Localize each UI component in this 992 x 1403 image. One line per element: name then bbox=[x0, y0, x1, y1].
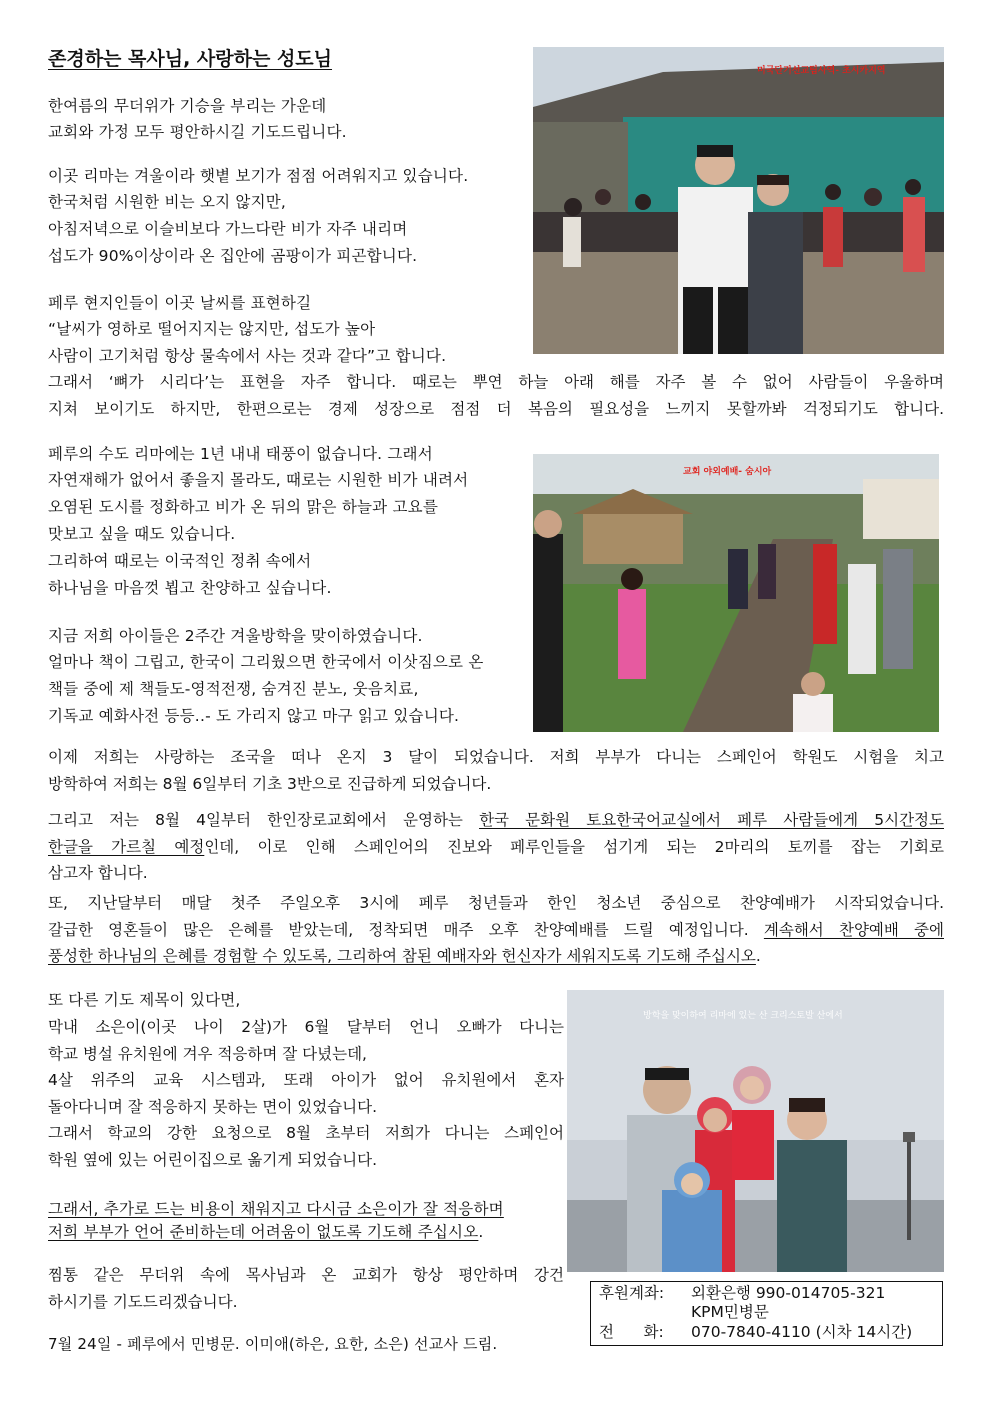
phone-value: 070-7840-4110 (시차 14시간) bbox=[691, 1323, 913, 1341]
months-paragraph bbox=[48, 744, 944, 797]
closing-line: 찜통 같은 무더위 속에 목사님과 온 교회가 항상 평안하며 강건 bbox=[48, 1266, 564, 1284]
worship-paragraph bbox=[48, 890, 944, 970]
locals-line: 페루 현지인들이 이곳 날씨를 표현하길 bbox=[48, 294, 312, 312]
photo-mission-team bbox=[533, 47, 944, 354]
phone-label: 전 화: bbox=[599, 1323, 664, 1341]
weather-line: 아침저녁으로 이슬비보다 가느다란 비가 자주 내리며 bbox=[48, 220, 408, 238]
greeting-line: 교회와 가정 모두 평안하시길 기도드립니다. bbox=[48, 123, 347, 141]
worship-line: 갈급한 영혼들이 많은 은혜를 받았는데, 정착되면 매주 오후 찬양예배를 드릴 예정입니다. 계속해서 찬양예배 중에 bbox=[48, 920, 944, 939]
locals-line: 사람이 고기처럼 항상 물속에서 사는 것과 같다”고 합니다. bbox=[48, 347, 447, 365]
prayer-request-line: 저희 부부가 언어 준비하는데 어려움이 없도록 기도해 주십시오. bbox=[48, 1223, 484, 1241]
capital-line: 그리하여 때로는 이국적인 정취 속에서 bbox=[48, 552, 312, 570]
hangul-line: 한글을 가르칠 예정인데, 이로 인해 스페인어의 진보와 페루인들을 섬기게 되는 2마리의 토끼를 잡는 기회로 bbox=[48, 837, 945, 856]
months-line: 이제 저희는 사랑하는 조국을 떠나 온지 3 달이 되었습니다. 저희 부부가 다니는 스페인어 학원도 시험을 치고 bbox=[48, 748, 944, 766]
hangul-paragraph bbox=[48, 807, 944, 887]
weather-line: 섭도가 90%이상이라 온 집안에 곰팡이가 피곤합니다. bbox=[48, 247, 418, 265]
worship-line: 풍성한 하나님의 은혜를 경험할 수 있도록, 그리하여 참된 예배자와 헌신자가 세워지도록 기도해 주십시오. bbox=[48, 947, 761, 966]
prayer-line: 또 다른 기도 제목이 있다면, bbox=[48, 991, 241, 1009]
photo-family-mountain bbox=[567, 990, 944, 1272]
kids-line: 지금 저희 아이들은 2주간 겨울방학을 맞이하였습니다. bbox=[48, 627, 423, 645]
prayer-paragraph bbox=[48, 1014, 564, 1174]
account-name: KPM민병문 bbox=[691, 1303, 769, 1321]
prayer-line: 학교 병설 유치원에 겨우 적응하며 잘 다녔는데, bbox=[48, 1044, 367, 1063]
account-label: 후원계좌: bbox=[599, 1284, 665, 1302]
locals-line: 지쳐 보이기도 하지만, 한편으로는 경제 성장으로 점점 더 복음의 필요성을 느끼지 못할까봐 걱정되기도 합니다. bbox=[48, 399, 944, 418]
prayer-line: 4살 위주의 교육 시스템과, 또래 아이가 없어 유치원에서 혼자 bbox=[48, 1071, 564, 1090]
prayer-line: 학원 옆에 있는 어린이집으로 옮기게 되었습니다. bbox=[48, 1150, 378, 1169]
kids-line: 책들 중에 제 책들도-영적전쟁, 숨겨진 분노, 웃음치료, bbox=[48, 680, 419, 698]
weather-line: 이곳 리마는 겨울이라 햇볕 보기가 점점 어려워지고 있습니다. bbox=[48, 167, 469, 185]
photo-caption: 방학을 맞이하여 리마에 있는 산 크리스토발 산에서 bbox=[643, 1011, 843, 1021]
capital-line: 페루의 수도 리마에는 1년 내내 태풍이 없습니다. 그래서 bbox=[48, 445, 433, 463]
closing-paragraph bbox=[48, 1262, 564, 1315]
page-title: 존경하는 목사님, 사랑하는 성도님 bbox=[48, 48, 333, 70]
prayer-line: 막내 소은이(이곳 나이 2살)가 6월 달부터 언니 오빠가 다니는 bbox=[48, 1018, 564, 1036]
signature: 7월 24일 - 페루에서 민병문. 이미애(하은, 요한, 소은) 선교사 드림. bbox=[48, 1335, 498, 1353]
prayer-line: 그래서 학교의 강한 요청으로 8월 초부터 저희가 다니는 스페인어 bbox=[48, 1124, 564, 1143]
capital-line: 오염된 도시를 정화하고 비가 온 뒤의 맑은 하늘과 고요를 bbox=[48, 498, 438, 516]
capital-line: 자연재해가 없어서 좋을지 몰라도, 때로는 시원한 비가 내려서 bbox=[48, 471, 469, 489]
hangul-line: 그리고 저는 8월 4일부터 한인장로교회에서 운영하는 한국 문화원 토요한국어교실에서 페루 사람들에게 5시간정도 bbox=[48, 811, 944, 829]
locals-full-lines bbox=[48, 369, 944, 422]
worship-line: 또, 지난달부터 매달 첫주 주일오후 3시에 페루 청년들과 한인 청소년 중심으로 찬양예배가 시작되었습니다. bbox=[48, 894, 944, 912]
photo-outdoor-worship bbox=[533, 454, 939, 732]
photo-caption: 미국단기선교팀사역- 초시카지역 bbox=[757, 66, 886, 76]
prayer-request-line: 그래서, 추가로 드는 비용이 채워지고 다시금 소은이가 잘 적응하며 bbox=[48, 1200, 504, 1218]
prayer-line: 돌아다니며 잘 적응하지 못하는 면이 있었습니다. bbox=[48, 1097, 378, 1116]
greeting-line: 한여름의 무더위가 기승을 부리는 가운데 bbox=[48, 97, 327, 115]
capital-line: 하나님을 마음껏 뵙고 찬양하고 싶습니다. bbox=[48, 579, 332, 597]
kids-line: 얼마나 책이 그립고, 한국이 그리웠으면 한국에서 이삿짐으로 온 bbox=[48, 653, 484, 671]
hangul-line: 삼고자 합니다. bbox=[48, 864, 148, 883]
weather-line: 한국처럼 시원한 비는 오지 않지만, bbox=[48, 193, 287, 211]
donation-box bbox=[590, 1281, 943, 1346]
locals-line: “날씨가 영하로 떨어지지는 않지만, 섭도가 높아 bbox=[48, 320, 376, 338]
kids-line: 기독교 예화사전 등등..- 도 가리지 않고 마구 읽고 있습니다. bbox=[48, 707, 460, 725]
locals-line: 그래서 ‘뼈가 시리다’는 표현을 자주 합니다. 때로는 뿌연 하늘 아래 해를 자주 볼 수 없어 사람들이 우울하며 bbox=[48, 373, 944, 391]
photo-caption: 교회 야외예배- 숨시아 bbox=[683, 467, 772, 477]
months-line: 방학하여 저희는 8월 6일부터 기초 3반으로 진급하게 되었습니다. bbox=[48, 774, 492, 793]
closing-line: 하시기를 기도드리겠습니다. bbox=[48, 1292, 238, 1311]
account-value: 외환은행 990-014705-321 bbox=[691, 1284, 886, 1302]
capital-line: 맛보고 싶을 때도 있습니다. bbox=[48, 525, 236, 543]
